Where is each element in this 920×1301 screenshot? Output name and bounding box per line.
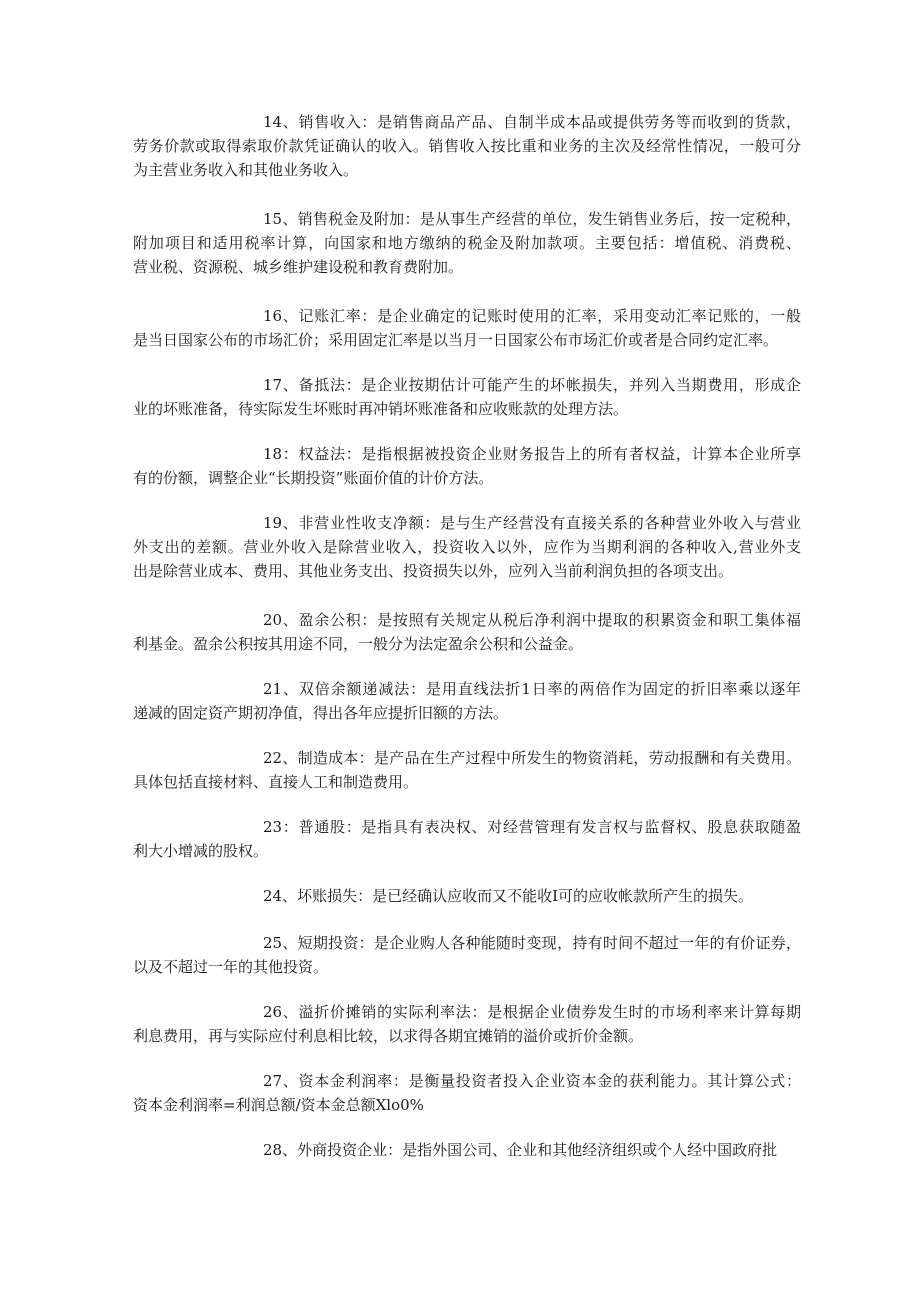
entry-line: 劳务价款或取得索取价款凭证确认的收入。销售收入按比重和业务的主次及经常性情况，一般可分 (133, 137, 801, 155)
entry-line: 27、资本金利润率：是衡量投资者投入企业资本金的获利能力。其计算公式： (263, 1072, 801, 1090)
entry-27 (133, 1069, 801, 1117)
entry-line: 利大小增减的股权。 (133, 842, 269, 860)
entry-26 (133, 1000, 801, 1048)
entry-line: 19、非营业性收支净额：是与生产经营没有直接关系的各种营业外收入与营业 (263, 514, 801, 532)
entry-line: 递减的固定资产期初净值，得出各年应提折旧额的方法。 (133, 704, 509, 722)
entry-23 (133, 815, 801, 863)
entry-18 (133, 442, 801, 490)
entry-line: 24、坏账损失：是已经确认应收而又不能收I可的应收帐款所产生的损失。 (263, 887, 754, 905)
entry-line: 外支出的差额。营业外收入是除营业收入，投资收入以外，应作为当期利润的各种收入,营业外支 (133, 538, 801, 556)
entry-line: 有的份额，调整企业“长期投资”账面价值的计价方法。 (133, 469, 494, 487)
entry-19 (133, 511, 801, 583)
entry-line: 23：普通股：是指具有表决权、对经营管理有发言权与监督权、股息获取随盈 (263, 818, 801, 836)
entry-line: 营业税、资源税、城乡维护建设税和教育费附加。 (133, 258, 464, 276)
entry-line: 16、记账汇率：是企业确定的记账时使用的汇率，采用变动汇率记账的，一般 (263, 307, 801, 325)
entry-22 (133, 746, 801, 794)
entry-line: 14、销售收入：是销售商品产品、自制半成本品或提供劳务等而收到的货款， (263, 113, 801, 131)
entry-line: 具体包括直接材料、直接人工和制造费用。 (133, 773, 419, 791)
entry-line: 18：权益法：是指根据被投资企业财务报告上的所有者权益，计算本企业所享 (263, 445, 801, 463)
entry-25 (133, 931, 801, 979)
entry-line: 21、双倍余额递减法：是用直线法折1日率的两倍作为固定的折旧率乘以逐年 (263, 680, 801, 698)
entry-28 (133, 1138, 801, 1162)
entry-line: 附加项目和适用税率计算，向国家和地方缴纳的税金及附加款项。主要包括：增值税、消费税、 (133, 234, 801, 252)
entry-line: 26、溢折价摊销的实际利率法：是根据企业债券发生时的市场利率来计算每期 (263, 1003, 801, 1021)
entry-line: 25、短期投资：是企业购人各种能随时变现，持有时间不超过一年的有价证券， (263, 934, 801, 952)
entry-24 (133, 884, 801, 908)
entry-line: 出是除营业成本、费用、其他业务支出、投资损失以外，应列入当前利润负担的各项支出。 (133, 562, 734, 580)
entry-line: 利基金。盈余公积按其用途不同，一般分为法定盈余公积和公益金。 (133, 635, 584, 653)
entry-21 (133, 677, 801, 725)
entry-line: 资本金利润率=利润总额/资本金总额Xlo0% (133, 1096, 424, 1114)
entry-line: 业的坏账准备，待实际发生坏账时再冲销坏账准备和应收账款的处理方法。 (133, 400, 629, 418)
entry-line: 20、盈余公积：是按照有关规定从税后净利润中提取的积累资金和职工集体福 (263, 611, 801, 629)
entry-16 (133, 304, 801, 352)
entry-15 (133, 207, 801, 279)
entry-line: 利息费用，再与实际应付利息相比较，以求得各期宜摊销的溢价或折价金额。 (133, 1027, 644, 1045)
entry-line: 是当日国家公布的市场汇价；采用固定汇率是以当月一日国家公布市场汇价或者是合同约定汇率。 (133, 331, 779, 349)
entry-line: 17、备抵法：是企业按期估计可能产生的坏帐损失，并列入当期费用，形成企 (263, 376, 801, 394)
entry-line: 15、销售税金及附加：是从事生产经营的单位，发生销售业务后，按一定税种， (263, 210, 801, 228)
entry-20 (133, 608, 801, 656)
entry-line: 为主营业务收入和其他业务收入。 (133, 161, 359, 179)
entry-line: 以及不超过一年的其他投资。 (133, 958, 329, 976)
entry-line: 28、外商投资企业：是指外国公司、企业和其他经济组织或个人经中国政府批 (263, 1141, 778, 1159)
entry-14 (133, 110, 801, 182)
entry-line: 22、制造成本：是产品在生产过程中所发生的物资消耗，劳动报酬和有关费用。 (263, 749, 801, 767)
entry-17 (133, 373, 801, 421)
